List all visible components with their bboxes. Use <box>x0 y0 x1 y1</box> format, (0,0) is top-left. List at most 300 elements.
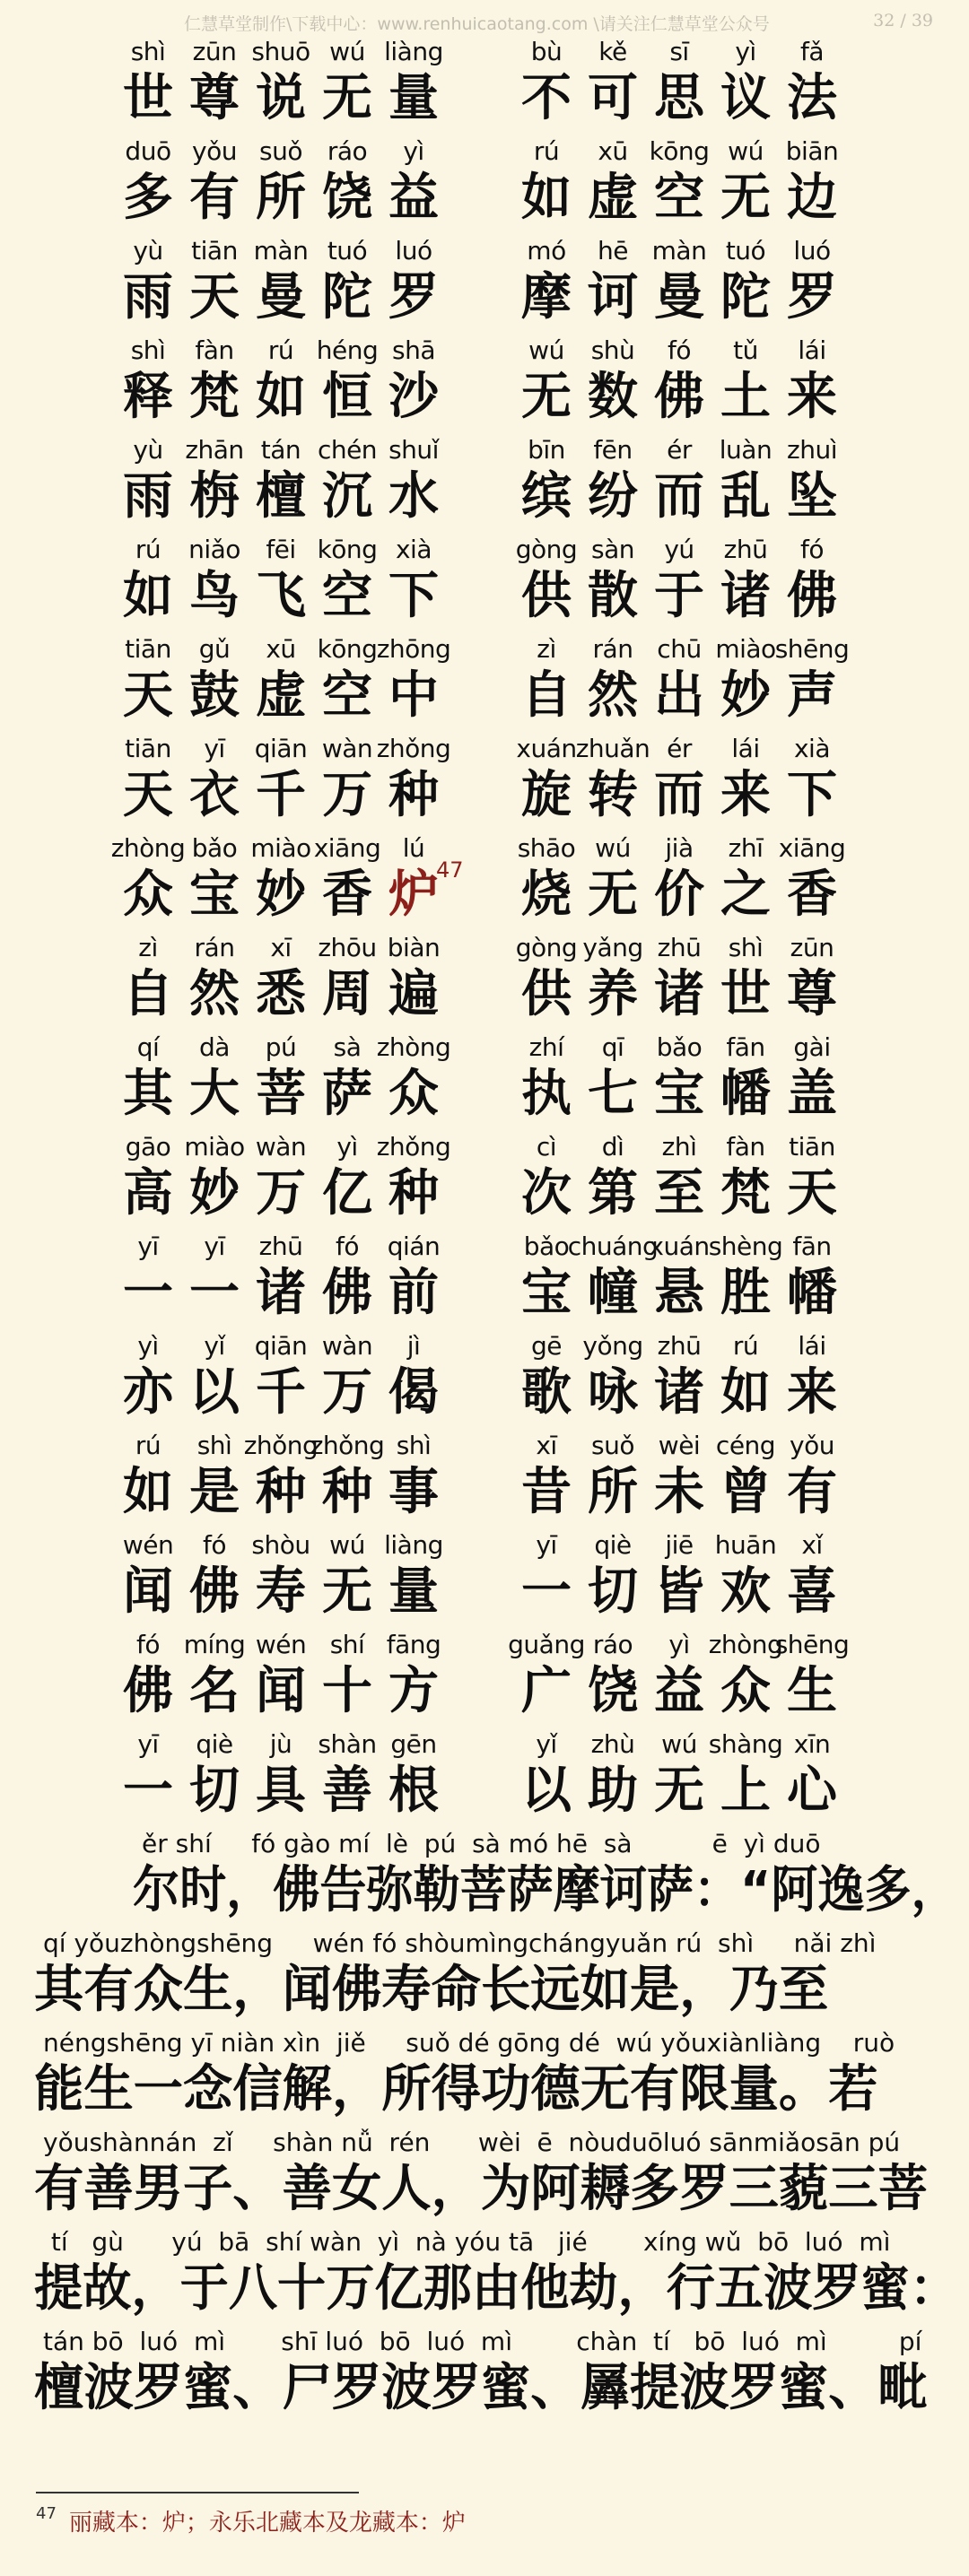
pinyin: fǎ <box>799 37 824 66</box>
hanzi: 一 <box>189 1264 240 1322</box>
pinyin: wàn <box>255 1132 307 1162</box>
ruby-char <box>380 1428 447 1528</box>
hanzi: 饶 <box>322 169 372 227</box>
hanzi: 诸 <box>720 567 771 625</box>
hanzi: 亿 <box>322 1164 372 1223</box>
pinyin: xiāng <box>778 833 846 863</box>
verse-half-left <box>110 831 483 931</box>
pinyin: qiè <box>196 1729 233 1759</box>
pinyin: wèi <box>658 1431 701 1460</box>
hanzi: 种 <box>388 766 439 824</box>
pinyin: rú <box>135 1431 162 1460</box>
page-number: 32 / 39 <box>873 11 933 30</box>
pinyin: wú <box>528 335 564 365</box>
hanzi: 烧 <box>521 866 572 924</box>
hanzi: 众 <box>388 1065 439 1123</box>
pinyin: guǎng <box>508 1630 585 1659</box>
verse-half-left <box>115 432 483 533</box>
pinyin: yǎng <box>582 933 643 962</box>
hanzi: 议 <box>720 69 771 127</box>
hanzi: 世 <box>123 69 173 127</box>
pinyin: màn <box>651 236 707 265</box>
verse-half-right <box>513 532 881 632</box>
hanzi: 边 <box>787 169 837 227</box>
pinyin: fó <box>336 1231 359 1261</box>
pinyin: rú <box>533 136 560 166</box>
pinyin: céng <box>715 1431 776 1460</box>
hanzi: 所 <box>256 169 306 227</box>
hanzi: 广 <box>521 1662 572 1720</box>
ruby-char <box>779 333 845 433</box>
hanzi: 一 <box>123 1762 173 1820</box>
verse-half-right <box>513 34 881 135</box>
hanzi: 幢 <box>588 1264 638 1322</box>
ruby-char <box>779 1527 845 1628</box>
ruby-char <box>779 930 845 1031</box>
pinyin: xīn <box>793 1729 831 1759</box>
pinyin: huān <box>714 1530 777 1560</box>
pinyin: bīn <box>528 435 565 465</box>
pinyin: fāng <box>386 1630 441 1659</box>
hanzi: 周 <box>322 965 372 1023</box>
pinyin: ráo <box>327 136 368 166</box>
hanzi: 亦 <box>123 1363 173 1422</box>
pinyin: luó <box>793 236 831 265</box>
hanzi: 价 <box>654 866 704 924</box>
hanzi: 沉 <box>322 467 372 526</box>
pinyin: shèng <box>708 1231 783 1261</box>
hanzi: 益 <box>388 169 439 227</box>
pinyin: qí <box>136 1032 160 1062</box>
hanzi: 曼 <box>256 268 306 326</box>
pinyin: zūn <box>192 37 237 66</box>
hanzi: 歌 <box>521 1363 572 1422</box>
hanzi: 喜 <box>787 1562 837 1621</box>
ruby-char <box>774 631 850 732</box>
hanzi: 十 <box>322 1662 372 1720</box>
prose-text: 尔时，佛告弥勒菩萨摩诃萨：“阿逸多， <box>133 1861 958 1919</box>
ruby-char <box>779 1727 845 1827</box>
hanzi: 来 <box>787 1363 837 1422</box>
hanzi: 佛 <box>654 368 704 426</box>
prose-text: 檀波罗蜜、尸罗波罗蜜、羼提波罗蜜、毗 <box>34 2359 928 2417</box>
footnote-text: 丽藏本：炉；永乐北藏本及龙藏本：炉 <box>68 2510 466 2537</box>
hanzi: 供 <box>521 567 572 625</box>
pinyin: wàn <box>321 1331 373 1361</box>
verse-half-left <box>115 34 483 135</box>
hanzi: 沙 <box>388 368 439 426</box>
pinyin: bǎo <box>656 1032 703 1062</box>
hanzi: 罗 <box>787 268 837 326</box>
verse-half-right <box>513 631 881 732</box>
pinyin: yǒng <box>582 1331 643 1361</box>
hanzi: 众 <box>123 866 173 924</box>
pinyin: bù <box>530 37 563 66</box>
hanzi: 散 <box>588 567 638 625</box>
pinyin: lú <box>402 833 425 863</box>
ruby-char <box>779 1229 845 1329</box>
pinyin: zhū <box>723 535 768 564</box>
ruby-char <box>380 432 447 533</box>
pinyin: shuǐ <box>388 435 439 465</box>
ruby-char <box>779 1030 845 1130</box>
source-banner: 仁慧草堂制作\下载中心：www.renhuicaotang.com \请关注仁慧草堂公众号 <box>184 14 770 34</box>
hanzi: 以 <box>189 1363 240 1422</box>
hanzi: 万 <box>322 766 372 824</box>
verse-row <box>0 1627 969 1727</box>
pinyin: zhān <box>185 435 244 465</box>
prose-line <box>0 1826 969 1927</box>
hanzi: 诃 <box>588 268 638 326</box>
prose-line <box>0 2224 969 2325</box>
pinyin: zhǒng <box>376 734 451 763</box>
pinyin: hē <box>598 236 628 265</box>
verse-half-left <box>115 1328 483 1429</box>
pinyin: wú <box>329 37 365 66</box>
pinyin: héng <box>316 335 379 365</box>
prose-pinyin: qí yǒuzhòngshēng wén fó shòumìngchángyuǎn rú shì nǎi zhì <box>43 1928 877 1958</box>
pinyin: wú <box>329 1530 365 1560</box>
pinyin: zhōu <box>318 933 377 962</box>
prose-text: 提故，于八十万亿那由他劫，行五波罗蜜： <box>34 2259 958 2318</box>
prose-pinyin: tán bō luó mì shī luó bō luó mì chàn tí bō luó mì pí <box>43 2327 922 2356</box>
ruby-char <box>380 831 464 931</box>
pinyin: zhì <box>661 1132 697 1162</box>
verse-half-right <box>513 930 881 1031</box>
ruby-char <box>779 731 845 831</box>
verse-half-right <box>513 1328 881 1429</box>
hanzi: 至 <box>654 1164 704 1223</box>
hanzi: 欢 <box>720 1562 771 1621</box>
hanzi: 诸 <box>654 965 704 1023</box>
verse-row <box>0 34 969 135</box>
hanzi: 雨 <box>123 467 173 526</box>
pinyin: ráo <box>592 1630 633 1659</box>
hanzi: 虚 <box>256 666 306 725</box>
pinyin: qiè <box>594 1530 632 1560</box>
footnote <box>36 2504 466 2537</box>
verse-row <box>0 1527 969 1628</box>
pinyin: ér <box>667 734 692 763</box>
pinyin: chén <box>317 435 378 465</box>
ruby-char <box>380 333 447 433</box>
pinyin: shàn <box>318 1729 377 1759</box>
pinyin: chū <box>657 634 702 664</box>
pinyin: xī <box>536 1431 557 1460</box>
pinyin: fó <box>136 1630 160 1659</box>
ruby-char <box>380 34 447 135</box>
verse-half-right <box>513 1727 881 1827</box>
pinyin: xū <box>266 634 296 664</box>
hanzi: 一 <box>521 1562 572 1621</box>
pinyin: shuō <box>251 37 310 66</box>
hanzi: 自 <box>521 666 572 725</box>
hanzi: 无 <box>588 866 638 924</box>
pinyin: yì <box>336 1132 358 1162</box>
verse-half-right <box>513 1229 881 1329</box>
ruby-char <box>380 1328 447 1429</box>
verse-half-left <box>115 731 483 831</box>
pinyin: fó <box>203 1530 226 1560</box>
hanzi: 旋 <box>521 766 572 824</box>
verse-row <box>0 1328 969 1429</box>
pinyin: qiān <box>254 1331 308 1361</box>
hanzi: 心 <box>787 1762 837 1820</box>
ruby-char <box>779 831 845 931</box>
pinyin: fēn <box>593 435 633 465</box>
hanzi: 饶 <box>588 1662 638 1720</box>
hanzi: 种 <box>388 1164 439 1223</box>
hanzi: 偈 <box>388 1363 439 1422</box>
pinyin: zhū <box>657 1331 702 1361</box>
pinyin: shí <box>329 1630 365 1659</box>
verse-half-left <box>115 1030 483 1130</box>
pinyin: yī <box>137 1231 159 1261</box>
verse-half-left <box>115 631 483 732</box>
pinyin: duō <box>125 136 171 166</box>
hanzi: 空 <box>322 666 372 725</box>
pinyin: luàn <box>719 435 773 465</box>
pinyin: yì <box>735 37 756 66</box>
verse-half-left <box>115 1428 483 1528</box>
hanzi: 无 <box>720 169 771 227</box>
pinyin: shēng <box>774 634 850 664</box>
hanzi: 根 <box>388 1762 439 1820</box>
hanzi: 幡 <box>787 1264 837 1322</box>
prose-line <box>0 1926 969 2026</box>
pinyin: zhuì <box>787 435 837 465</box>
pinyin: pú <box>265 1032 297 1062</box>
hanzi: 幡 <box>720 1065 771 1123</box>
hanzi: 妙 <box>720 666 771 725</box>
ruby-char <box>779 233 845 334</box>
ruby-char <box>779 1328 845 1429</box>
pinyin: gòng <box>515 535 578 564</box>
pinyin: rú <box>135 535 162 564</box>
hanzi: 量 <box>388 69 439 127</box>
hanzi: 世 <box>720 965 771 1023</box>
hanzi: 无 <box>322 69 372 127</box>
verse-half-left <box>115 333 483 433</box>
pinyin: wú <box>595 833 631 863</box>
hanzi: 如 <box>521 169 572 227</box>
hanzi: 宝 <box>521 1264 572 1322</box>
hanzi: 佛 <box>123 1662 173 1720</box>
pinyin: zhōng <box>376 634 451 664</box>
ruby-char <box>779 432 845 533</box>
hanzi: 雨 <box>123 268 173 326</box>
hanzi: 天 <box>123 666 173 725</box>
pinyin: jì <box>406 1331 421 1361</box>
pinyin: liàng <box>384 1530 443 1560</box>
hanzi: 曼 <box>654 268 704 326</box>
pinyin: liàng <box>384 37 443 66</box>
pinyin: màn <box>253 236 309 265</box>
prose-text: 有善男子、善女人，为阿耨多罗三藐三菩 <box>34 2160 928 2218</box>
hanzi: 来 <box>787 368 837 426</box>
pinyin: yǐ <box>204 1331 225 1361</box>
hanzi: 梵 <box>720 1164 771 1223</box>
hanzi: 摩 <box>521 268 572 326</box>
hanzi: 千 <box>256 1363 306 1422</box>
pinyin: shì <box>130 335 166 365</box>
pinyin: zhǒng <box>376 1132 451 1162</box>
hanzi: 之 <box>720 866 771 924</box>
hanzi: 可 <box>588 69 638 127</box>
hanzi: 而 <box>654 766 704 824</box>
hanzi: 然 <box>588 666 638 725</box>
verse-row <box>0 233 969 334</box>
pinyin: biàn <box>387 933 441 962</box>
verse-half-left <box>115 930 483 1031</box>
hanzi: 来 <box>720 766 771 824</box>
pinyin: shì <box>130 37 166 66</box>
pinyin: shì <box>396 1431 432 1460</box>
pinyin: jiē <box>665 1530 694 1560</box>
pinyin: jià <box>665 833 694 863</box>
hanzi: 无 <box>521 368 572 426</box>
pinyin: fó <box>800 535 824 564</box>
hanzi: 佛 <box>322 1264 372 1322</box>
verse-half-right <box>513 432 881 533</box>
pinyin: fó <box>668 335 691 365</box>
hanzi: 鼓 <box>189 666 240 725</box>
pinyin: suǒ <box>591 1431 634 1460</box>
hanzi: 衣 <box>189 766 240 824</box>
hanzi: 如 <box>123 567 173 625</box>
hanzi: 如 <box>256 368 306 426</box>
hanzi: 下 <box>787 766 837 824</box>
hanzi: 执 <box>521 1065 572 1123</box>
verse-half-right <box>513 1428 881 1528</box>
pinyin: yǒu <box>790 1431 834 1460</box>
pinyin: qī <box>601 1032 624 1062</box>
hanzi: 恒 <box>322 368 372 426</box>
pinyin: qiān <box>254 734 308 763</box>
pinyin: miào <box>250 833 311 863</box>
pinyin: sī <box>669 37 689 66</box>
pinyin: yì <box>137 1331 159 1361</box>
verse-half-left <box>115 1727 483 1827</box>
pinyin: xià <box>395 535 432 564</box>
verse-row <box>0 631 969 732</box>
pinyin: rú <box>267 335 294 365</box>
verse-half-right <box>513 731 881 831</box>
ruby-char <box>779 134 845 234</box>
pinyin: zhí <box>528 1032 564 1062</box>
hanzi: 千 <box>256 766 306 824</box>
hanzi: 寿 <box>256 1562 306 1621</box>
hanzi: 宝 <box>189 866 240 924</box>
hanzi: 养 <box>588 965 638 1023</box>
pinyin: zì <box>537 634 556 664</box>
pinyin: yú <box>664 535 694 564</box>
pinyin: yǐ <box>536 1729 557 1759</box>
pinyin: gòng <box>515 933 578 962</box>
prose-text: 其有众生，闻佛寿命长远如是，乃至 <box>34 1961 829 2019</box>
hanzi: 诸 <box>654 1363 704 1422</box>
hanzi: 说 <box>256 69 306 127</box>
hanzi: 天 <box>123 766 173 824</box>
pinyin: wú <box>661 1729 697 1759</box>
pinyin: yǒu <box>192 136 237 166</box>
hanzi: 种 <box>256 1463 306 1521</box>
hanzi: 诸 <box>256 1264 306 1322</box>
hanzi: 昔 <box>521 1463 572 1521</box>
pinyin: sàn <box>591 535 634 564</box>
hanzi: 陀 <box>322 268 372 326</box>
prose-text: 能生一念信解，所得功德无有限量。若 <box>34 2060 878 2119</box>
hanzi: 不 <box>521 69 572 127</box>
hanzi: 天 <box>189 268 240 326</box>
hanzi: 坠 <box>787 467 837 526</box>
prose-pinyin: ěr shí fó gào mí lè pú sà mó hē sà ē yì duō <box>142 1829 821 1858</box>
hanzi: 栴 <box>189 467 240 526</box>
ruby-char <box>376 731 451 831</box>
hanzi: 空 <box>654 169 704 227</box>
hanzi: 所 <box>588 1463 638 1521</box>
pinyin: fān <box>726 1032 765 1062</box>
hanzi: 飞 <box>256 567 306 625</box>
pinyin: tiān <box>125 634 171 664</box>
hanzi: 罗 <box>388 268 439 326</box>
hanzi: 尊 <box>189 69 240 127</box>
ruby-char <box>380 1627 447 1727</box>
pinyin: dà <box>199 1032 230 1062</box>
ruby-char <box>376 1030 451 1130</box>
pinyin: fàn <box>195 335 234 365</box>
verse-row <box>0 1428 969 1528</box>
pinyin: zhǒng <box>243 1431 319 1460</box>
pinyin: tiān <box>191 236 238 265</box>
hanzi: 咏 <box>588 1363 638 1422</box>
footnote-ref[interactable]: 47 <box>436 857 464 883</box>
hanzi: 佛 <box>787 567 837 625</box>
pinyin: wú <box>728 136 764 166</box>
hanzi: 切 <box>189 1762 240 1820</box>
pinyin: yī <box>204 1231 225 1261</box>
hanzi: 一 <box>123 1264 173 1322</box>
pinyin: gāo <box>125 1132 171 1162</box>
pinyin: yī <box>204 734 225 763</box>
hanzi: 无 <box>322 1562 372 1621</box>
pinyin: xià <box>793 734 830 763</box>
pinyin: yù <box>133 435 163 465</box>
verse-row <box>0 930 969 1031</box>
hanzi: 量 <box>388 1562 439 1621</box>
ruby-char <box>380 233 447 334</box>
hanzi: 土 <box>720 368 771 426</box>
prose-pinyin: tí gù yú bā shí wàn yì nà yóu tā jié xíng wǔ bō luó mì <box>43 2227 891 2257</box>
pinyin: miào <box>715 634 776 664</box>
pinyin: dì <box>601 1132 624 1162</box>
pinyin: cì <box>536 1132 557 1162</box>
hanzi: 上 <box>720 1762 771 1820</box>
hanzi: 妙 <box>256 866 306 924</box>
pinyin: yī <box>536 1530 557 1560</box>
hanzi: 香 <box>322 866 372 924</box>
ruby-char <box>380 930 447 1031</box>
hanzi: 乱 <box>720 467 771 526</box>
pinyin: yī <box>137 1729 159 1759</box>
pinyin: sà <box>333 1032 362 1062</box>
ruby-char <box>380 134 447 234</box>
hanzi: 次 <box>521 1164 572 1223</box>
hanzi: 多 <box>123 169 173 227</box>
pinyin: wén <box>255 1630 307 1659</box>
pinyin: shù <box>590 335 635 365</box>
hanzi: 纷 <box>588 467 638 526</box>
